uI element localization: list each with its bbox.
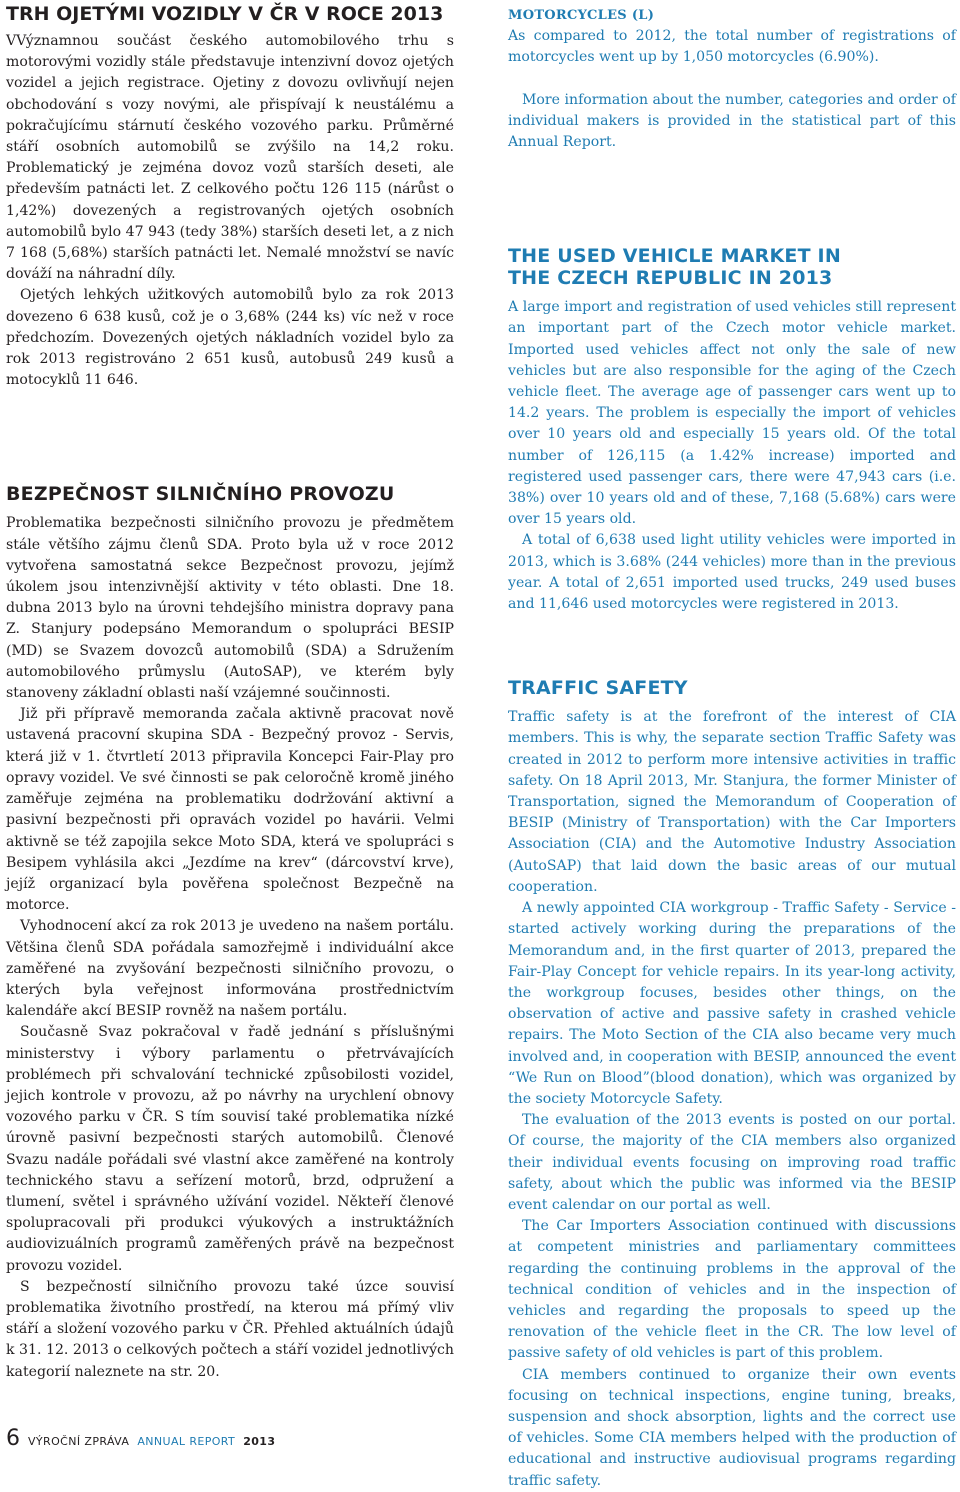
paragraph: A newly appointed CIA workgroup - Traffic Safety - Service - started actively working during the preparations of the Memorandum and, in the first quarter of 2013, prepared the Fair-Play Concept for vehicle repairs. In its year-long activity, the workgroup focuses, besides other things, on the observation of active and passive safety in crashed vehicle repairs. The Moto Section of the CIA also became very much involved and, in cooperation with BESIP, announced the event “We Run on Blood”(blood donation), which was organized by the society Motorcycle Safety. bbox=[508, 900, 956, 1107]
paragraph: Ojetých lehkých užitkových automobilů bylo za rok 2013 dovezeno 6 638 kusů, což je o 3,68% (244 ks) víc než v roce předchozím. Dovezených ojetých nákladních vozidel bylo za rok 2013 registrováno 2 651 kusů, autobusů 249 kusů a motocyklů 11 646. bbox=[6, 287, 454, 389]
paragraph: The Car Importers Association continued with discussions at competent ministries and parliamentary committees regarding the continuing problems in the approval of the technical condition of vehicles and in the inspection of vehicles and regarding the proposals to speed up the renovation of the vehicle fleet in the CR. The low level of passive safety of old vehicles is part of this problem. bbox=[508, 1218, 956, 1362]
paragraph: The evaluation of the 2013 events is posted on our portal. Of course, the majority of the CIA members also organized their individual events focusing on improving road traffic safety, about which the public was informed via the BESIP event calendar on our portal as well. bbox=[508, 1112, 956, 1213]
paragraph: VVýznamnou součást českého automobilového trhu s motorovými vozidly stále představuje intenzivní dovoz ojetých vozidel a jejich registrace. Ojetiny z dovozu ovlivňují nejen obchodování s vozy novými, ale přispívají k neustálému a pokračujícímu stárnutí českého vozového parku. Průměrné stáří osobních automobilů se zvýšilo na 14,2 roku. Problematický je zejména dovoz vozů starších deseti, ale především patnácti let. Z celkového počtu 126 115 (nárůst o 1,42%) dovezených a registrovaných ojetých osobních automobilů bylo 47 943 (tedy 38%) starších deseti let, a z nich 7 168 (5,68%) starších patnácti let. Nemalé množství se navíc dováží na náhradní díly. bbox=[6, 33, 454, 283]
paragraph: Současně Svaz pokračoval v řadě jednání s příslušnými ministerstvy i výbory parlamentu o přetrvávajících problémech při schvalování technické způsobilosti vozidel, jejich kontrole v provozu, až po návrhy na urychlení obnovy vozového parku v ČR. S tím souvisí také problematika nízké úrovně pasivní bezpečnosti starých automobilů. Členové Svazu nadále pořádali své vlastní akce zaměřené na kontroly technického stavu a seřízení motorů, brzd, odpružení a tlumení, světel i správného užívání vozidel. Někteří členové spolupracovali při produkci výukových a instruktážních audiovizuálních programů zaměřených právě na bezpečnost provozu vozidel. bbox=[6, 1024, 454, 1274]
used-market-title-line-1: THE USED VEHICLE MARKET IN bbox=[508, 245, 841, 268]
motorcycles-subhead: MOTORCYCLES (L) bbox=[508, 8, 655, 23]
page-footer bbox=[6, 1426, 275, 1452]
paragraph: Již při přípravě memoranda začala aktivně pracovat nově ustavená pracovní skupina SDA - Bezpečný provoz - Servis, která již v 1. čtvrtletí 2013 připravila Koncepci Fair-Play pro opravy vozidel. Ve své činnosti se pak celoročně kromě jiného zaměřuje zejména na problematiku dodržování aktivní a pasivní bezpečnosti při opravách vozidel po havárii. Velmi aktivně se též zapojila sekce Moto SDA, která ve spolupráci s Besipem vyhlásila akci „Jezdíme na krev“ (dárcovství krve), jejíž organizací byla pověřena společnost Bezpečně na motorce. bbox=[6, 706, 454, 914]
used-market-text-cz bbox=[6, 31, 454, 391]
used-market-title-line-2: THE CZECH REPUBLIC IN 2013 bbox=[508, 267, 833, 290]
paragraph: Vyhodnocení akcí za rok 2013 je uvedeno na našem portálu. Většina členů SDA pořádala samozřejmě i individuální akce zaměřené na zvyšování bezpečnosti silničního provozu, o kterých byla veřejnost informována prostřednictvím kalendáře akcí BESIP rovněž na našem portálu. bbox=[6, 918, 454, 1020]
czech-column bbox=[6, 0, 454, 1383]
paragraph: Traffic safety is at the forefront of the interest of CIA members. This is why, the separate section Traffic Safety was created in 2012 to perform more intensive activities in traffic safety. On 18 April 2013, Mr. Stanjura, the former Minister of Transportation, signed the Memorandum of Cooperation of BESIP (Ministry of Transportation) with the Car Importers Association (CIA) and the Automotive Industry Association (AutoSAP) that laid down the basic areas of our mutual cooperation. bbox=[508, 709, 956, 895]
traffic-safety-text-cz bbox=[6, 513, 454, 1382]
paragraph: A total of 6,638 used light utility vehicles were imported in 2013, which is 3.68% (244 vehicles) more than in the previous year. A total of 2,651 imported used trucks, 249 used buses and 11,646 used motorcycles were registered in 2013. bbox=[508, 532, 956, 613]
report-year: 2013 bbox=[243, 1435, 276, 1448]
traffic-safety-title-en: TRAFFIC SAFETY bbox=[508, 677, 688, 700]
traffic-safety-text-en bbox=[508, 707, 956, 1492]
used-market-text-en bbox=[508, 297, 956, 615]
paragraph: More information about the number, categories and order of individual makers is provided in the statistical part of this Annual Report. bbox=[508, 91, 956, 151]
used-market-title-cz: TRH OJETÝMI VOZIDLY V ČR V ROCE 2013 bbox=[6, 3, 444, 25]
used-market-title-en bbox=[508, 245, 956, 289]
paragraph: S bezpečností silničního provozu také úzce souvisí problematika životního prostředí, na kterou má přímý vliv stáří a složení vozového parku v ČR. Přehled aktuálních údajů k 31. 12. 2013 o celkových počtech a stáří vozidel jednotlivých kategorií naleznete na str. 20. bbox=[6, 1278, 454, 1380]
english-column bbox=[508, 0, 956, 1492]
motorcycles-text bbox=[508, 26, 956, 153]
report-label-en: ANNUAL REPORT bbox=[137, 1435, 236, 1448]
paragraph: As compared to 2012, the total number of registrations of motorcycles went up by 1,050 motorcycles (6.90%). bbox=[508, 28, 956, 66]
paragraph: CIA members continued to organize their own events focusing on technical inspections, engine tuning, breaks, suspension and shock absorption, lights and the correct use of vehicles. Some CIA members helped with the production of educational and instructive audiovisual programs regarding traffic safety. bbox=[508, 1366, 956, 1489]
report-label-cz: VÝROČNÍ ZPRÁVA bbox=[28, 1435, 130, 1448]
traffic-safety-title-cz: BEZPEČNOST SILNIČNÍHO PROVOZU bbox=[6, 483, 395, 506]
page-number: 6 bbox=[6, 1426, 20, 1451]
paragraph: A large import and registration of used vehicles still represent an important part of the Czech motor vehicle market. Imported used vehicles affect not only the sale of new vehicles but are also responsible for the aging of the Czech vehicle fleet. The average age of passenger cars went up to 14.2 years. The problem is especially the import of vehicles over 10 years old and especially 15 years old. Of the total number of 126,115 (a 1.42% increase) imported and registered used passenger cars, there were 47,943 cars (i.e. 38%) over 10 years old and of these, 7,168 (5.68%) cars were over 15 years old. bbox=[508, 299, 956, 528]
paragraph: Problematika bezpečnosti silničního provozu je předmětem stále většího zájmu členů SDA. Proto byla už v roce 2012 vytvořena samostatná sekce Bezpečnost provozu, jejímž úkolem jsou intenzivnější aktivity v této oblasti. Dne 18. dubna 2013 bylo na úrovni tehdejšího ministra dopravy pana Z. Stanjury podepsáno Memorandum o spolupráci BESIP (MD) se Svazem dovozců automobilů (SDA) a Sdružením automobilového průmyslu (AutoSAP), ve kterém byly stanoveny základní oblasti naší vzájemné součinnosti. bbox=[6, 515, 454, 702]
